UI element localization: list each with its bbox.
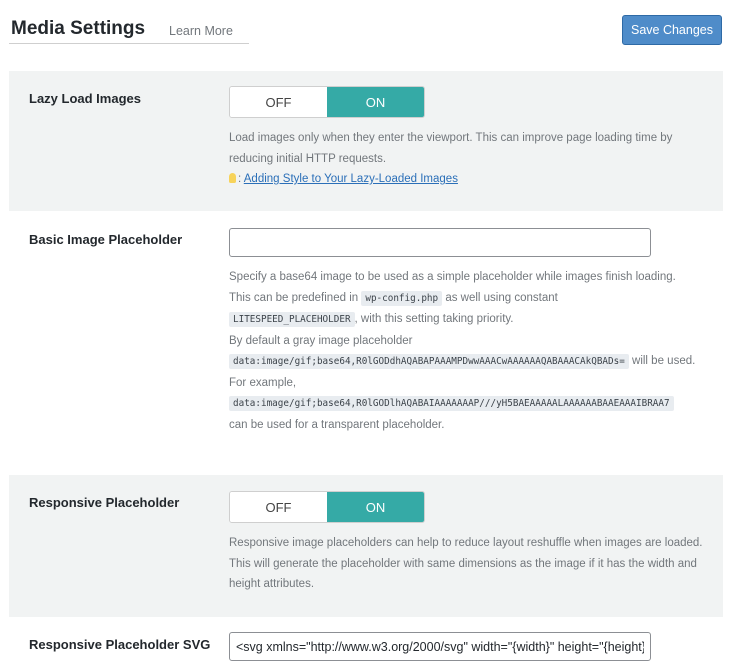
learn-more-link[interactable]: Learn More bbox=[169, 24, 233, 38]
responsive-placeholder-off-option[interactable]: OFF bbox=[230, 492, 327, 522]
responsive-placeholder-description: Responsive image placeholders can help to reduce layout reshuffle when images are loaded. This will generate the placeholder with same dimensions as the image if it has the width and height attributes. bbox=[229, 537, 703, 590]
basic-placeholder-input[interactable] bbox=[229, 228, 651, 257]
basic-desc-line5: can be used for a transparent placeholder. bbox=[229, 418, 445, 431]
tip-prefix: : bbox=[238, 173, 242, 185]
basic-desc-line3: By default a gray image placeholder bbox=[229, 334, 413, 347]
lightbulb-icon bbox=[229, 173, 236, 183]
basic-desc-line2a: This can be predefined in bbox=[229, 291, 359, 304]
basic-desc-line2c: , with this setting taking priority. bbox=[354, 313, 514, 325]
lazy-load-desc-text: Load images only when they enter the viewport. This can improve page loading time by reducing initial HTTP requests. bbox=[229, 132, 673, 165]
basic-desc-line2b: as well using constant bbox=[445, 291, 558, 304]
lazy-load-style-link[interactable]: Adding Style to Your Lazy-Loaded Images bbox=[243, 173, 458, 185]
responsive-svg-label: Responsive Placeholder SVG bbox=[29, 637, 211, 652]
lazy-load-on-option[interactable]: ON bbox=[327, 87, 424, 117]
transparent-placeholder-code: data:image/gif;base64,R0lGODlhAQABAIAAAAAAAP///yH5BAEAAAAALAAAAAABAAEAAAIBRAA7 bbox=[229, 396, 674, 411]
lazy-load-label: Lazy Load Images bbox=[29, 91, 141, 106]
responsive-placeholder-label: Responsive Placeholder bbox=[29, 495, 180, 510]
basic-placeholder-label: Basic Image Placeholder bbox=[29, 232, 183, 247]
lazy-load-description bbox=[229, 128, 709, 190]
basic-desc-line1: Specify a base64 image to be used as a simple placeholder while images finish loading. bbox=[229, 271, 676, 283]
basic-desc-line4: For example, bbox=[229, 376, 297, 389]
responsive-placeholder-on-option[interactable]: ON bbox=[327, 492, 424, 522]
placeholder-constant-code: LITESPEED_PLACEHOLDER bbox=[229, 312, 355, 327]
responsive-svg-input[interactable] bbox=[229, 632, 651, 661]
save-changes-button[interactable]: Save Changes bbox=[622, 15, 722, 45]
lazy-load-off-option[interactable]: OFF bbox=[230, 87, 327, 117]
basic-desc-line3b: will be used. bbox=[632, 355, 696, 367]
responsive-svg-row bbox=[9, 617, 723, 672]
default-placeholder-code: data:image/gif;base64,R0lGODdhAQABAPAAAMPDwwAAACwAAAAAAQABAAACAkQBADs= bbox=[229, 354, 629, 369]
lazy-load-row bbox=[9, 71, 723, 211]
responsive-placeholder-row bbox=[9, 475, 723, 617]
page-header bbox=[9, 16, 249, 44]
page-title: Media Settings bbox=[11, 18, 146, 39]
lazy-load-toggle[interactable] bbox=[229, 86, 425, 118]
responsive-placeholder-toggle[interactable] bbox=[229, 491, 425, 523]
wp-config-code: wp-config.php bbox=[361, 291, 442, 306]
basic-placeholder-description bbox=[229, 267, 714, 435]
basic-placeholder-row bbox=[9, 211, 723, 475]
